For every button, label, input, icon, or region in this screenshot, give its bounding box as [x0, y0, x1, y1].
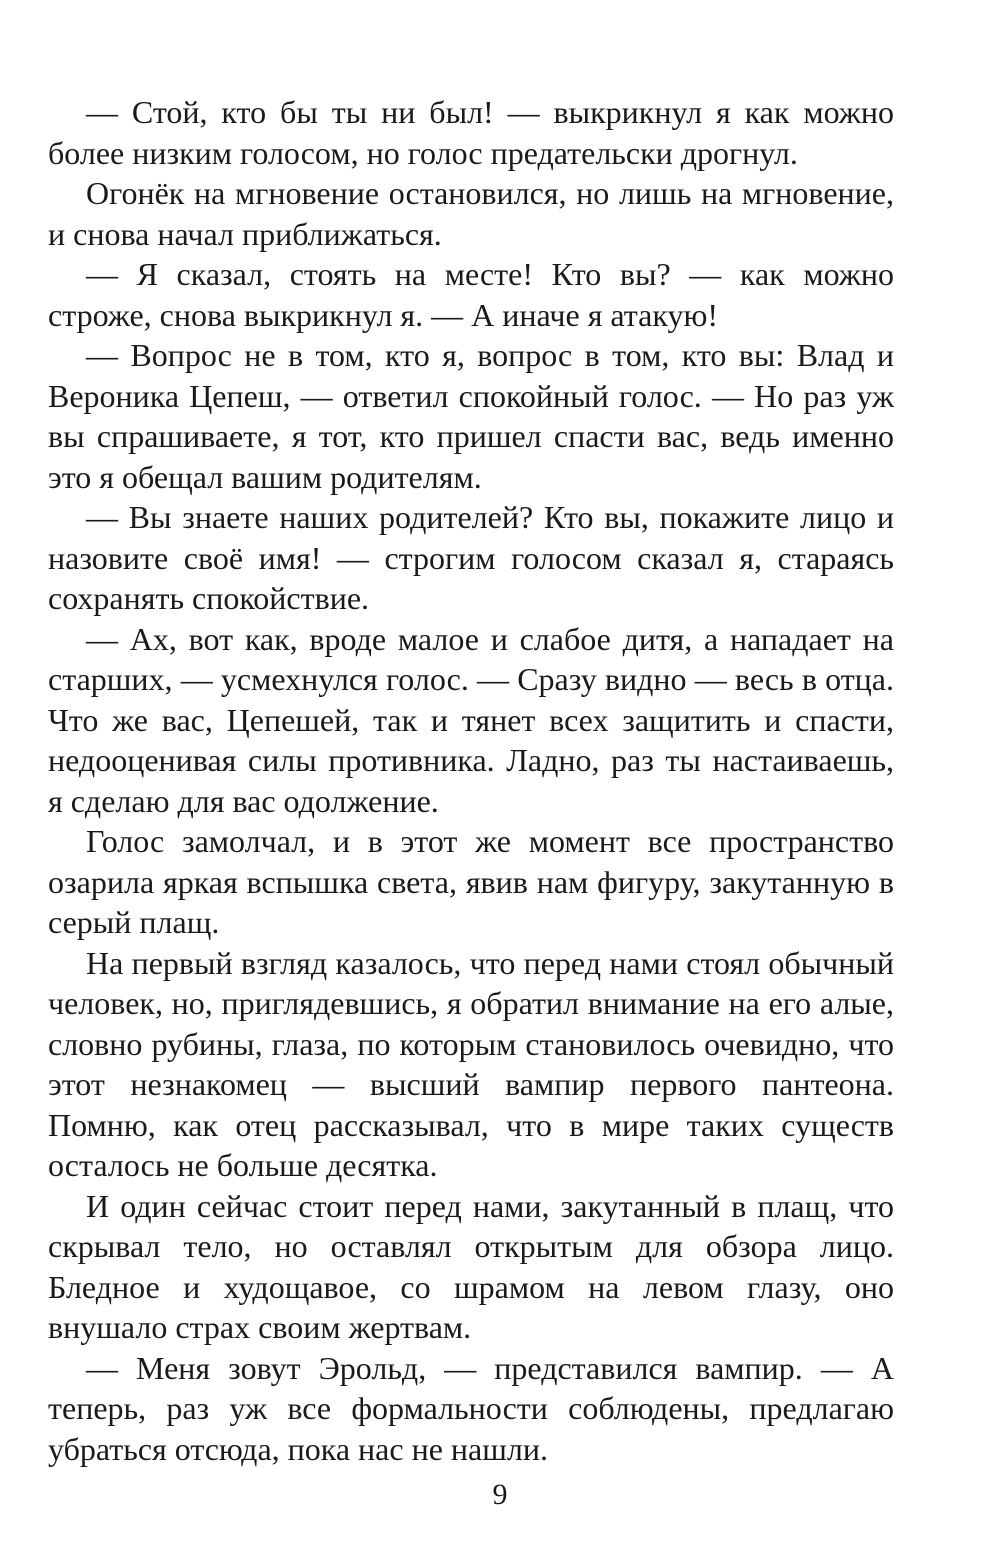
- paragraph: — Вы знаете наших родителей? Кто вы, покажите лицо и назовите своё имя! — строгим голосом сказал я, стараясь сохранять спокойствие.: [48, 499, 894, 616]
- paragraph: — Стой, кто бы ты ни был! — выкрикнул я как можно более низким голосом, но голос предательски дрогнул.: [48, 94, 894, 171]
- paragraph: — Ах, вот как, вроде малое и слабое дитя, а нападает на старших, — усмехнулся голос. — Сразу видно — весь в отца. Что же вас, Цепешей, так и тянет всех защитить и спасти, недооценивая силы противника. Ладно, раз ты настаиваешь, я сделаю для вас одолжение.: [48, 620, 894, 819]
- paragraph: Голос замолчал, и в этот же момент все пространство озарила яркая вспышка света, явив нам фигуру, закутанную в серый плащ.: [48, 823, 894, 940]
- paragraph: На первый взгляд казалось, что перед нами стоял обычный человек, но, приглядевшись, я обратил внимание на его алые, словно рубины, глаза, по которым становилось очевидно, что этот незнакомец — высший вампир первого пантеона. Помню, как отец рассказывал, что в мире таких существ осталось не больше десятка.: [48, 944, 894, 1183]
- paragraph: — Меня зовут Эрольд, — представился вампир. — А теперь, раз уж все формальности соблюдены, предлагаю убраться отсюда, пока нас не нашли.: [48, 1349, 894, 1467]
- paragraph: — Я сказал, стоять на месте! Кто вы? — как можно строже, снова выкрикнул я. — А иначе я атакую!: [48, 256, 894, 333]
- page-body: [48, 92, 894, 1469]
- paragraph: — Вопрос не в том, кто я, вопрос в том, кто вы: Влад и Вероника Цепеш, — ответил спокойный голос. — Но раз уж вы спрашиваете, я тот, кто пришел спасти вас, ведь именно это я обещал вашим родителям.: [48, 337, 894, 495]
- page-number: 9: [492, 1478, 508, 1511]
- paragraph: И один сейчас стоит перед нами, закутанный в плащ, что скрывал тело, но оставлял открытым для обзора лицо. Бледное и худощавое, со шрамом на левом глазу, оно внушало страх своим жертвам.: [48, 1187, 894, 1345]
- paragraph: Огонёк на мгновение остановился, но лишь на мгновение, и снова начал приближаться.: [48, 175, 894, 252]
